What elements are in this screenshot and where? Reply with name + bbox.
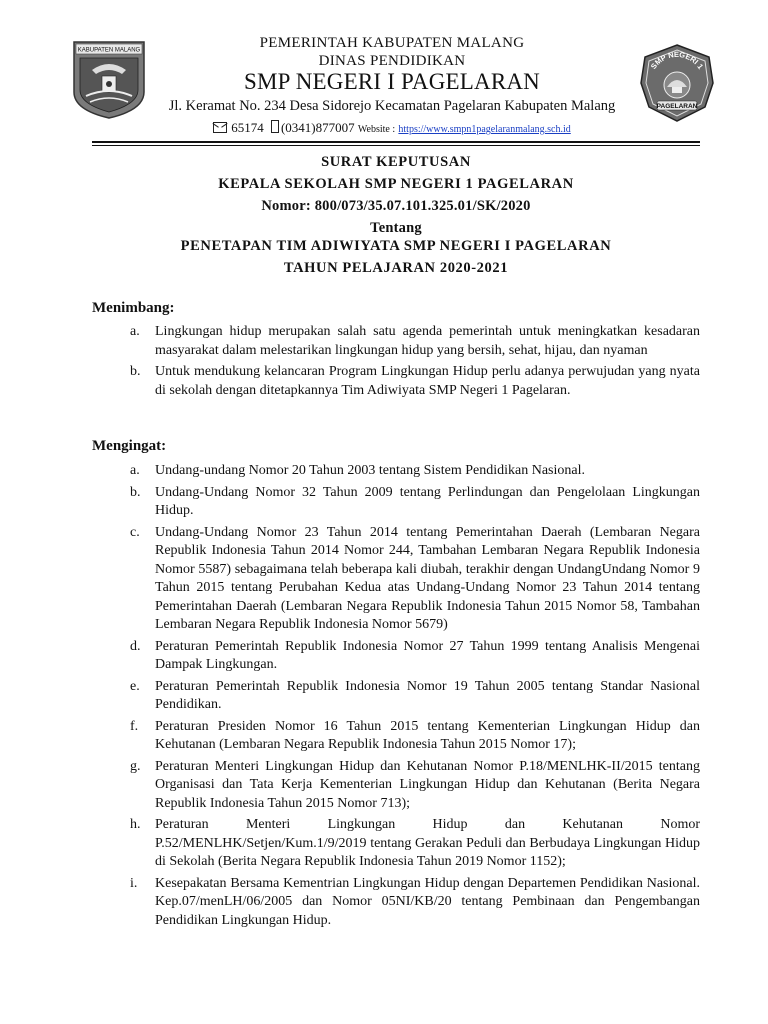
list-marker: d. xyxy=(130,638,141,654)
list-text: Undang-undang Nomor 20 Tahun 2003 tentang Sistem Pendidikan Nasional. xyxy=(155,463,585,478)
list-marker: e. xyxy=(130,678,140,694)
list-item xyxy=(92,484,700,521)
phone-icon xyxy=(271,120,279,133)
phone-number: (0341)877007 xyxy=(280,120,355,135)
decree-number: Nomor: 800/073/35.07.101.325.01/SK/2020 xyxy=(261,198,531,214)
decree-tentang: Tentang xyxy=(370,220,422,236)
government-name: PEMERINTAH KABUPATEN MALANG xyxy=(259,35,525,51)
list-marker: a. xyxy=(130,463,140,478)
list-item xyxy=(92,758,700,814)
letterhead-rule-thick xyxy=(92,141,700,143)
list-marker: h. xyxy=(130,817,141,832)
list-item xyxy=(92,638,700,675)
list-marker: a. xyxy=(130,324,140,339)
agency-name: DINAS PENDIDIKAN xyxy=(318,53,466,69)
website-label: Website : xyxy=(357,124,396,135)
menimbang-heading: Menimbang: xyxy=(92,300,175,316)
list-text: Peraturan Menteri Lingkungan Hidup dan Kehutanan Nomor P.18/MENLHK-II/2015 tentang Organisasi dan Tata Kerja Kementerian Lingkungan Hidup dan Kehutanan (Berita Negara Republik Indonesia Tahun 2015 Nomor 713); xyxy=(155,758,700,811)
list-item xyxy=(92,875,700,931)
list-marker: f. xyxy=(130,718,139,734)
postal-code: 65174 xyxy=(231,120,264,135)
right-logo-bottom-text: PAGELARAN xyxy=(656,103,698,110)
decree-subject: PENETAPAN TIM ADIWIYATA SMP NEGERI I PAGELARAN xyxy=(180,238,612,254)
right-logo-top-text: SMP NEGERI 1 xyxy=(648,49,706,71)
letterhead-rule-thin xyxy=(92,145,700,146)
list-item xyxy=(92,718,700,755)
list-marker: b. xyxy=(130,364,141,379)
menimbang-list xyxy=(92,323,700,403)
left-logo-text: KABUPATEN MALANG xyxy=(77,47,141,54)
list-text: Peraturan Menteri Lingkungan Hidup dan Kehutanan Nomor P.52/MENLHK/Setjen/Kum.1/9/2019 tentang Gerakan Peduli dan Berbudaya Lingkungan Hidup di Sekolah (Berita Negara Republik Indonesia Tahun 2019 Nomor 1152); xyxy=(155,817,700,869)
school-address: Jl. Keramat No. 234 Desa Sidorejo Kecamatan Pagelaran Kabupaten Malang xyxy=(168,98,616,114)
list-marker: b. xyxy=(130,484,141,500)
list-item xyxy=(92,524,700,635)
mail-icon xyxy=(213,122,227,133)
smp-negeri-1-pagelaran-logo xyxy=(637,43,717,123)
list-marker: c. xyxy=(130,524,140,540)
decree-issuer: KEPALA SEKOLAH SMP NEGERI 1 PAGELARAN xyxy=(218,176,574,192)
list-text: Undang-Undang Nomor 23 Tahun 2014 tentang Pemerintahan Daerah (Lembaran Negara Republik Indonesia Tahun 2014 Nomor 244, Tambahan Lembaran Negara Republik Indonesia Nomor 5587) sebagaimana telah beberapa kali diubah, terakhir dengan UndangUndang Nomor 9 Tahun 2015 tentang Perubahan Kedua atas Undang-Undang Nomor 23 Tahun 2014 tentang Pemerintahan Daerah (Lembaran Negara Republik Indonesia Tahun 2015 Nomor 58, Tambahan Lembaran Negara Republik Indonesia Nomor 5679) xyxy=(155,524,700,632)
school-name: SMP NEGERI I PAGELARAN xyxy=(244,69,540,94)
list-text: Kesepakatan Bersama Kementrian Lingkungan Hidup dengan Departemen Pendidikan Nasional. Kep.07/menLH/06/2005 dan Nomor 05NI/KB/20 tentang Pembinaan dan Pengembangan Pendidikan Lingkungan Hidup. xyxy=(155,875,700,928)
mengingat-heading: Mengingat: xyxy=(92,438,167,454)
list-marker: i. xyxy=(130,875,138,891)
contact-line xyxy=(150,120,634,136)
decree-year: TAHUN PELAJARAN 2020-2021 xyxy=(283,260,509,276)
list-text: Peraturan Pemerintah Republik Indonesia Nomor 27 Tahun 1999 tentang Analisis Mengenai Dampak Lingkungan. xyxy=(155,638,700,672)
list-text: Peraturan Presiden Nomor 16 Tahun 2015 tentang Kementerian Lingkungan Hidup dan Kehutanan (Lembaran Negara Republik Indonesia Tahun 2015 Nomor 17); xyxy=(155,718,700,752)
mengingat-list xyxy=(92,462,700,933)
website-link[interactable]: https://www.smpn1pagelaranmalang.sch.id xyxy=(398,124,571,135)
list-text: Peraturan Pemerintah Republik Indonesia Nomor 19 Tahun 2005 tentang Standar Nasional Pendidikan. xyxy=(155,678,700,712)
list-item xyxy=(92,462,700,481)
list-text: Lingkungan hidup merupakan salah satu agenda pemerintah untuk meningkatkan kesadaran masyarakat dalam melestarikan lingkungan hidup yang bersih, sehat, hijau, dan nyaman xyxy=(155,324,700,358)
list-text: Untuk mendukung kelancaran Program Lingkungan Hidup perlu adanya perwujudan yang nyata di sekolah dengan ditetapkannya Tim Adiwiyata SMP Negeri 1 Pagelaran. xyxy=(155,364,700,398)
list-item xyxy=(92,816,700,872)
kabupaten-malang-logo xyxy=(72,40,146,120)
list-item xyxy=(92,323,700,360)
list-item xyxy=(92,678,700,715)
decree-title: SURAT KEPUTUSAN xyxy=(321,154,471,170)
list-marker: g. xyxy=(130,758,141,774)
list-text: Undang-Undang Nomor 32 Tahun 2009 tentang Perlindungan dan Pengelolaan Lingkungan Hidup. xyxy=(155,484,700,518)
list-item xyxy=(92,363,700,400)
